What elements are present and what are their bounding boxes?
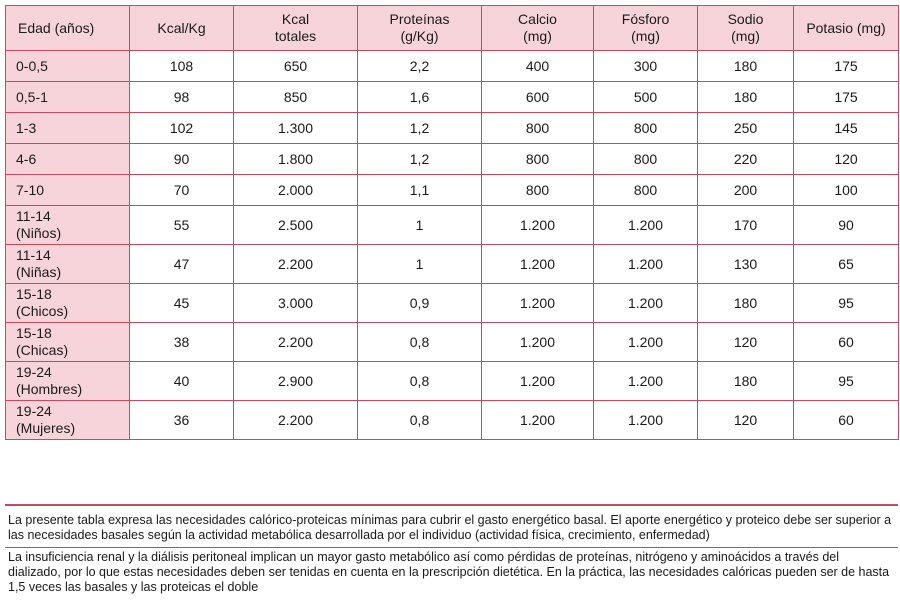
age-group-cell: [6, 284, 130, 323]
value-cell: 1.200: [482, 323, 594, 362]
age-group-cell: [6, 362, 130, 401]
value-cell: 120: [698, 323, 794, 362]
value-cell: 1.200: [594, 245, 698, 284]
value-cell: 500: [594, 82, 698, 113]
cell-text-line: 7-10: [16, 181, 45, 198]
value-cell: 1.200: [482, 245, 594, 284]
column-header: [6, 6, 130, 51]
value-cell: 1: [358, 206, 482, 245]
table-footnotes: [5, 504, 898, 595]
value-cell: 200: [698, 175, 794, 206]
footnote-renal-dialysis: La insuficiencia renal y la diálisis peritoneal implican un mayor gasto metabólico así como pérdidas de proteínas, nitrógeno y aminoácidos a través del dializado, por lo que estas necesidades deben ser tenidas en cuenta en la prescripción dietética. En la práctica, las necesidades calóricas pueden ser de hasta 1,5 veces las basales y las proteicas el doble: [5, 547, 898, 595]
value-cell: 0,8: [358, 362, 482, 401]
value-cell: 800: [594, 113, 698, 144]
value-cell: 95: [794, 362, 899, 401]
value-cell: 850: [234, 82, 358, 113]
value-cell: 220: [698, 144, 794, 175]
value-cell: 1,1: [358, 175, 482, 206]
value-cell: 0,8: [358, 401, 482, 440]
value-cell: 800: [594, 144, 698, 175]
cell-text-line: (Chicos): [16, 303, 69, 319]
value-cell: 175: [794, 51, 899, 82]
value-cell: 2.200: [234, 245, 358, 284]
cell-text-line: (Mujeres): [16, 420, 76, 436]
value-cell: 250: [698, 113, 794, 144]
value-cell: 120: [794, 144, 899, 175]
value-cell: 1.200: [594, 362, 698, 401]
cell-text-line: 19-24: [16, 403, 52, 419]
age-group-cell: [6, 144, 130, 175]
value-cell: 2.500: [234, 206, 358, 245]
value-cell: 98: [130, 82, 234, 113]
value-cell: 1.200: [594, 206, 698, 245]
table-row: [6, 175, 899, 206]
nutrition-requirements-table: [5, 5, 899, 440]
value-cell: 145: [794, 113, 899, 144]
value-cell: 400: [482, 51, 594, 82]
cell-text-line: 11-14: [16, 208, 51, 224]
value-cell: 1.200: [482, 362, 594, 401]
table-row: [6, 284, 899, 323]
cell-text-line: 19-24: [16, 364, 52, 380]
value-cell: 40: [130, 362, 234, 401]
cell-text-line: (Niñas): [16, 264, 62, 280]
cell-text-line: 4-6: [16, 150, 37, 167]
value-cell: 180: [698, 362, 794, 401]
value-cell: 1.200: [594, 323, 698, 362]
value-cell: 180: [698, 82, 794, 113]
table-row: [6, 144, 899, 175]
value-cell: 47: [130, 245, 234, 284]
value-cell: 800: [482, 144, 594, 175]
value-cell: 45: [130, 284, 234, 323]
cell-text-line: totales: [274, 28, 317, 44]
value-cell: 1.300: [234, 113, 358, 144]
column-header: [594, 6, 698, 51]
cell-text-line: 15-18: [16, 325, 52, 341]
value-cell: 180: [698, 51, 794, 82]
table-row: [6, 51, 899, 82]
value-cell: 130: [698, 245, 794, 284]
cell-text-line: (g/Kg): [400, 28, 439, 44]
age-group-cell: [6, 245, 130, 284]
cell-text-line: 15-18: [16, 286, 52, 302]
value-cell: 2.200: [234, 401, 358, 440]
cell-text-line: (Hombres): [16, 381, 83, 397]
table-row: [6, 362, 899, 401]
age-group-cell: [6, 51, 130, 82]
value-cell: 2.000: [234, 175, 358, 206]
value-cell: 102: [130, 113, 234, 144]
cell-text-line: Fósforo: [621, 11, 670, 27]
cell-text-line: 0-0,5: [16, 57, 48, 74]
value-cell: 1,2: [358, 144, 482, 175]
value-cell: 1.200: [482, 206, 594, 245]
value-cell: 95: [794, 284, 899, 323]
table-row: [6, 401, 899, 440]
cell-text-line: Kcal/Kg: [157, 19, 206, 36]
table-row: [6, 82, 899, 113]
column-header: [794, 6, 899, 51]
value-cell: 120: [698, 401, 794, 440]
value-cell: 1.200: [594, 401, 698, 440]
value-cell: 1,2: [358, 113, 482, 144]
value-cell: 70: [130, 175, 234, 206]
value-cell: 0,8: [358, 323, 482, 362]
cell-text-line: Calcio: [518, 11, 557, 27]
value-cell: 1.200: [482, 401, 594, 440]
value-cell: 170: [698, 206, 794, 245]
age-group-cell: [6, 401, 130, 440]
column-header: [234, 6, 358, 51]
value-cell: 2,2: [358, 51, 482, 82]
cell-text-line: (Chicas): [16, 342, 69, 358]
value-cell: 3.000: [234, 284, 358, 323]
value-cell: 55: [130, 206, 234, 245]
value-cell: 100: [794, 175, 899, 206]
value-cell: 1: [358, 245, 482, 284]
value-cell: 800: [482, 113, 594, 144]
cell-text-line: 1-3: [16, 119, 37, 136]
age-group-cell: [6, 113, 130, 144]
value-cell: 60: [794, 323, 899, 362]
value-cell: 800: [594, 175, 698, 206]
value-cell: 300: [594, 51, 698, 82]
value-cell: 1,6: [358, 82, 482, 113]
table-row: [6, 113, 899, 144]
cell-text-line: Proteínas: [389, 11, 450, 27]
value-cell: 1.200: [594, 284, 698, 323]
value-cell: 38: [130, 323, 234, 362]
value-cell: 0,9: [358, 284, 482, 323]
value-cell: 800: [482, 175, 594, 206]
column-header: [130, 6, 234, 51]
value-cell: 2.900: [234, 362, 358, 401]
value-cell: 90: [794, 206, 899, 245]
value-cell: 90: [130, 144, 234, 175]
table-row: [6, 323, 899, 362]
value-cell: 1.800: [234, 144, 358, 175]
column-header: [698, 6, 794, 51]
table-body: [6, 51, 899, 440]
footnote-basal-needs: La presente tabla expresa las necesidades calórico-proteicas mínimas para cubrir el gasto energético basal. El aporte energético y proteico debe ser superior a las necesidades basales según la actividad metabólica desarrollada por el individuo (actividad física, crecimiento, enfermedad): [8, 513, 892, 542]
cell-text-line: 0,5-1: [16, 88, 48, 105]
value-cell: 108: [130, 51, 234, 82]
cell-text-line: Edad (años): [18, 19, 95, 36]
value-cell: 600: [482, 82, 594, 113]
cell-text-line: (mg): [523, 28, 552, 44]
value-cell: 175: [794, 82, 899, 113]
cell-text-line: Sodio: [727, 11, 764, 27]
cell-text-line: Potasio (mg): [806, 19, 886, 36]
value-cell: 2.200: [234, 323, 358, 362]
value-cell: 650: [234, 51, 358, 82]
cell-text-line: 11-14: [16, 247, 51, 263]
table-row: [6, 206, 899, 245]
age-group-cell: [6, 206, 130, 245]
age-group-cell: [6, 323, 130, 362]
value-cell: 1.200: [482, 284, 594, 323]
value-cell: 36: [130, 401, 234, 440]
value-cell: 65: [794, 245, 899, 284]
value-cell: 180: [698, 284, 794, 323]
cell-text-line: (mg): [731, 28, 760, 44]
table-header-row: [6, 6, 899, 51]
age-group-cell: [6, 82, 130, 113]
table-row: [6, 245, 899, 284]
column-header: [358, 6, 482, 51]
column-header: [482, 6, 594, 51]
cell-text-line: (Niños): [16, 225, 62, 241]
cell-text-line: (mg): [631, 28, 660, 44]
cell-text-line: Kcal: [281, 11, 310, 27]
age-group-cell: [6, 175, 130, 206]
value-cell: 60: [794, 401, 899, 440]
